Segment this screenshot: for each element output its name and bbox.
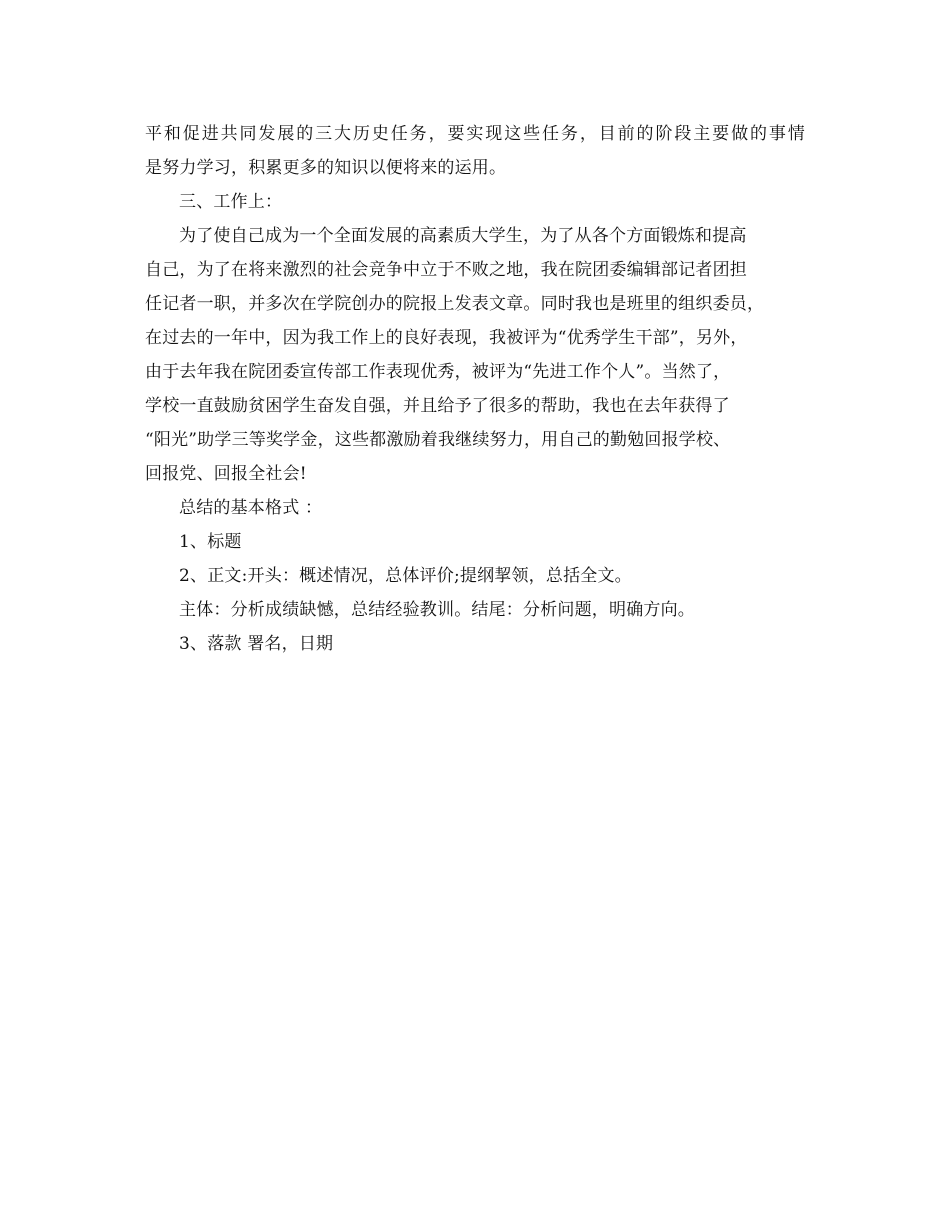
paragraph-line: 是努力学习，积累更多的知识以便将来的运用。 bbox=[145, 158, 507, 178]
document-body bbox=[145, 117, 805, 661]
paragraph-line: 回报党、回报全社会! bbox=[145, 464, 307, 484]
paragraph-line: 学校一直鼓励贫困学生奋发自强，并且给予了很多的帮助，我也在去年获得了 bbox=[145, 396, 730, 416]
format-item-title: 1、标题 bbox=[179, 532, 242, 552]
format-item-body: 2、正文:开头：概述情况，总体评价;提纲挈领，总括全文。 bbox=[179, 566, 632, 586]
paragraph-line: 平和促进共同发展的三大历史任务，要实现这些任务，目前的阶段主要做的事情 bbox=[145, 124, 805, 144]
paragraph-line: 由于去年我在院团委宣传部工作表现优秀，被评为“先进工作个人”。当然了， bbox=[145, 362, 731, 382]
paragraph-line: 任记者一职，并多次在学院创办的院报上发表文章。同时我也是班里的组织委员， bbox=[145, 294, 765, 314]
paragraph-line: 为了使自己成为一个全面发展的高素质大学生，为了从各个方面锻炼和提高 bbox=[179, 226, 747, 246]
section-heading: 三、工作上： bbox=[179, 192, 283, 212]
paragraph-line: “阳光”助学三等奖学金，这些都激励着我继续努力，用自己的勤勉回报学校、 bbox=[145, 430, 731, 450]
paragraph-line: 在过去的一年中，因为我工作上的良好表现，我被评为“优秀学生干部”，另外， bbox=[145, 328, 748, 348]
format-item-body-detail: 主体：分析成绩缺憾，总结经验教训。结尾：分析问题，明确方向。 bbox=[179, 600, 695, 620]
format-heading: 总结的基本格式 ： bbox=[179, 498, 323, 518]
format-item-signature: 3、落款 署名，日期 bbox=[179, 634, 334, 654]
paragraph-line: 自己，为了在将来激烈的社会竞争中立于不败之地，我在院团委编辑部记者团担 bbox=[145, 260, 747, 280]
